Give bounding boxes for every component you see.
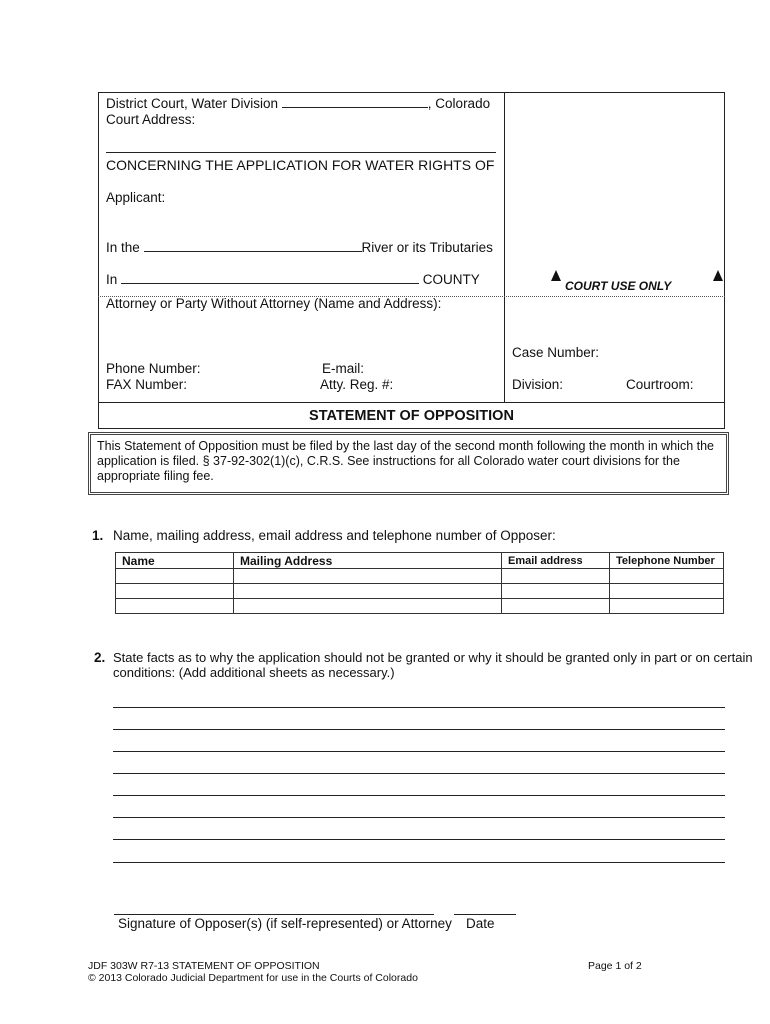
footer-copyright: © 2013 Colorado Judicial Department for use in the Courts of Colorado [88, 972, 418, 984]
table-row [116, 584, 724, 599]
phone-cell[interactable] [610, 584, 724, 599]
email-cell[interactable] [502, 599, 610, 614]
water-division-field[interactable] [282, 95, 428, 108]
atty-reg-label: Atty. Reg. #: [320, 377, 394, 392]
email-label: E-mail: [322, 361, 365, 376]
opposer-table-header [116, 553, 724, 569]
signature-field[interactable] [114, 896, 434, 914]
col-email-address: Email address [502, 553, 610, 569]
case-number-label: Case Number: [512, 345, 600, 360]
address-cell[interactable] [234, 584, 502, 599]
colorado-label: , Colorado [427, 96, 491, 111]
item2-line-2: conditions: (Add additional sheets as necessary.) [113, 665, 395, 680]
in-the-label: In the [106, 240, 140, 255]
county-field[interactable] [121, 271, 419, 284]
col-mailing-address: Mailing Address [234, 553, 502, 569]
col-name: Name [116, 553, 234, 569]
fax-label: FAX Number: [106, 377, 188, 392]
facts-line [113, 795, 725, 796]
notice-line-2: application is filed. § 37-92-302(1)(c), C.R.S. See instructions for all Colorado water court divisions for the [97, 454, 680, 468]
caption-bottom-rule [98, 402, 725, 403]
date-rule [454, 914, 516, 915]
county-label: COUNTY [422, 272, 480, 287]
form-title: STATEMENT OF OPPOSITION [309, 408, 514, 424]
river-field[interactable] [144, 239, 362, 252]
item2-line-1: State facts as to why the application should not be granted or why it should be granted only in part or on certain [113, 650, 753, 665]
col-telephone-number: Telephone Number [610, 553, 724, 569]
item1-text: Name, mailing address, email address and telephone number of Opposer: [113, 528, 556, 543]
name-cell[interactable] [116, 569, 234, 584]
item1-number: 1. [92, 528, 104, 543]
notice-line-3: appropriate filing fee. [97, 469, 214, 483]
facts-line [113, 773, 725, 774]
river-label: River or its Tributaries [361, 240, 493, 255]
in-label: In [106, 272, 118, 287]
courtroom-label: Courtroom: [626, 377, 694, 392]
table-row [116, 569, 724, 584]
concerning-heading: CONCERNING THE APPLICATION FOR WATER RIGHTS OF [106, 157, 495, 173]
right-triangle-icon [713, 270, 723, 281]
item2-number: 2. [94, 650, 106, 665]
district-court-line [106, 95, 490, 111]
attorney-label: Attorney or Party Without Attorney (Name and Address): [106, 296, 442, 311]
caption-divider [504, 92, 505, 402]
district-court-label: District Court, Water Division [106, 96, 279, 111]
facts-line [113, 862, 725, 863]
court-address-rule [106, 152, 496, 153]
name-cell[interactable] [116, 584, 234, 599]
court-address-label: Court Address: [106, 112, 196, 127]
phone-cell[interactable] [610, 569, 724, 584]
division-label: Division: [512, 377, 564, 392]
county-line [106, 271, 480, 287]
footer-form-id: JDF 303W R7-13 STATEMENT OF OPPOSITION [88, 960, 320, 972]
date-field[interactable] [454, 896, 516, 914]
facts-text-area[interactable] [113, 690, 725, 865]
facts-line [113, 751, 725, 752]
opposer-table [115, 552, 724, 614]
address-cell[interactable] [234, 569, 502, 584]
table-row [116, 599, 724, 614]
facts-line [113, 817, 725, 818]
date-label: Date [466, 916, 495, 931]
facts-line [113, 729, 725, 730]
court-use-only-label: COURT USE ONLY [565, 279, 672, 293]
signature-rule [114, 914, 434, 915]
name-cell[interactable] [116, 599, 234, 614]
email-cell[interactable] [502, 569, 610, 584]
footer-page-number: Page 1 of 2 [588, 960, 642, 972]
filing-notice [88, 432, 729, 495]
river-line [106, 239, 493, 255]
facts-line [113, 839, 725, 840]
court-address-field[interactable] [106, 128, 496, 150]
signature-label: Signature of Opposer(s) (if self-represented) or Attorney [118, 916, 452, 931]
phone-cell[interactable] [610, 599, 724, 614]
address-cell[interactable] [234, 599, 502, 614]
notice-line-1: This Statement of Opposition must be filed by the last day of the second month following the month in which the [97, 439, 715, 453]
facts-line [113, 707, 725, 708]
email-cell[interactable] [502, 584, 610, 599]
phone-label: Phone Number: [106, 361, 201, 376]
left-triangle-icon [551, 270, 561, 281]
applicant-label: Applicant: [106, 190, 166, 205]
